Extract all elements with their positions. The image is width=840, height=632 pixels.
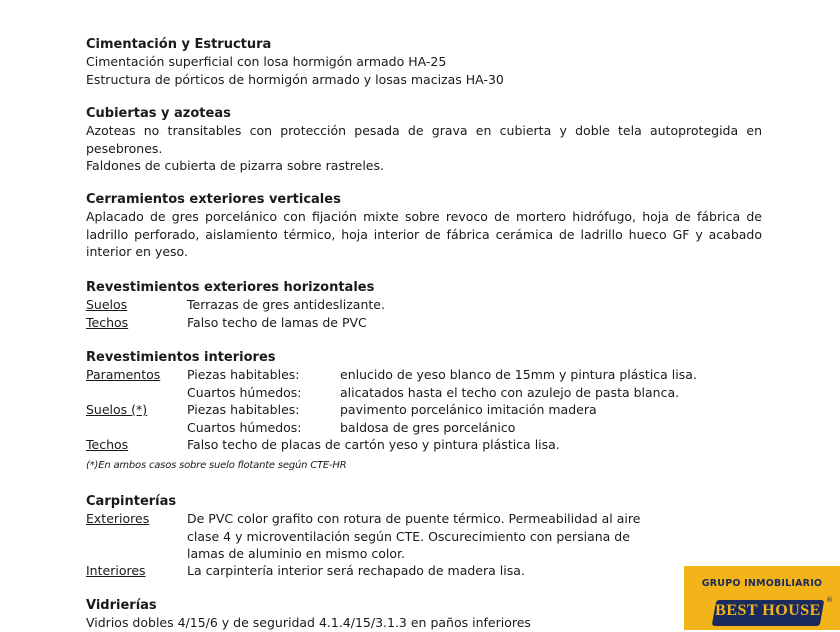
spec-row — [86, 296, 762, 314]
row-label: Paramentos — [86, 367, 161, 382]
section-cimentacion — [86, 36, 762, 88]
row-text: baldosa de gres porcelánico — [340, 419, 516, 435]
spec-row — [86, 384, 762, 402]
section-carpinterias — [86, 493, 762, 580]
text-paragraph: Aplacado de gres porcelánico con fijación mixte sobre revoco de mortero hidrófugo, hoja de fábrica de ladrillo perforado, aislamiento térmico, hoja interior de fábrica cerámica de ladrillo hueco GF y acabado interior en yeso. — [86, 209, 762, 259]
footnote: (*)En ambos casos sobre suelo flotante según CTE-HR — [86, 459, 347, 471]
row-sub: Piezas habitables: — [187, 402, 300, 417]
section-revestimientos-exteriores — [86, 279, 762, 331]
row-text: pavimento porcelánico imitación madera — [340, 402, 597, 417]
row-text: Falso techo de lamas de PVC — [187, 314, 367, 330]
spec-row — [86, 314, 762, 332]
text-line: Estructura de pórticos de hormigón armado y losas macizas HA-30 — [86, 71, 504, 87]
row-text: La carpintería interior será rechapado de madera lisa. — [187, 563, 525, 578]
spec-row — [86, 366, 762, 384]
spec-row — [86, 436, 762, 454]
row-text: De PVC color grafito con rotura de puente térmico. Permeabilidad al aire clase 4 y microventilación según CTE. Oscurecimiento con persiana de lamas de aluminio en mismo color. — [187, 511, 641, 561]
logo-main-text: BEST HOUSE — [715, 602, 821, 619]
row-sub: Piezas habitables: — [187, 367, 300, 382]
section-cerramientos — [86, 191, 762, 261]
text-paragraph: Azoteas no transitables con protección pesada de grava en cubierta y doble tela autoprotegida en pesebrones. — [86, 123, 762, 156]
spec-row — [86, 510, 762, 562]
row-label: Suelos (*) — [86, 402, 148, 417]
section-title: Cerramientos exteriores verticales — [86, 192, 341, 207]
registered-mark: ® — [826, 596, 833, 604]
section-title: Revestimientos exteriores horizontales — [86, 280, 375, 295]
spec-row — [86, 401, 762, 419]
row-label: Techos — [86, 437, 129, 452]
section-vidrierias — [86, 597, 762, 632]
spec-row — [86, 419, 762, 437]
section-title: Vidrierías — [86, 598, 157, 613]
section-cubiertas — [86, 105, 762, 175]
section-revestimientos-interiores — [86, 349, 762, 474]
section-title: Carpinterías — [86, 494, 177, 509]
row-text: alicatados hasta el techo con azulejo de pasta blanca. — [340, 384, 680, 400]
section-title: Cubiertas y azoteas — [86, 106, 231, 121]
best-house-logo — [684, 566, 840, 630]
section-title: Cimentación y Estructura — [86, 37, 272, 52]
row-label: Suelos — [86, 297, 128, 312]
row-text: Terrazas de gres antideslizante. — [187, 297, 385, 312]
row-text: Falso techo de placas de cartón yeso y pintura plástica lisa. — [187, 437, 560, 452]
section-title: Revestimientos interiores — [86, 350, 276, 365]
text-line: Vidrios dobles 4/15/6 y de seguridad 4.1.4/15/3.1.3 en paños inferiores — [86, 615, 531, 630]
row-label: Exteriores — [86, 511, 150, 526]
row-label: Techos — [86, 314, 129, 330]
row-text: enlucido de yeso blanco de 15mm y pintura plástica lisa. — [340, 367, 697, 382]
row-sub: Cuartos húmedos: — [187, 384, 302, 400]
text-line: Faldones de cubierta de pizarra sobre rastreles. — [86, 158, 384, 173]
spec-row — [86, 562, 762, 580]
text-line: Cimentación superficial con losa hormigón armado HA-25 — [86, 54, 447, 69]
row-sub: Cuartos húmedos: — [187, 419, 302, 435]
row-label: Interiores — [86, 563, 146, 578]
logo-top-text: GRUPO INMOBILIARIO — [701, 578, 823, 589]
cropped-previous-line — [86, 0, 586, 2]
